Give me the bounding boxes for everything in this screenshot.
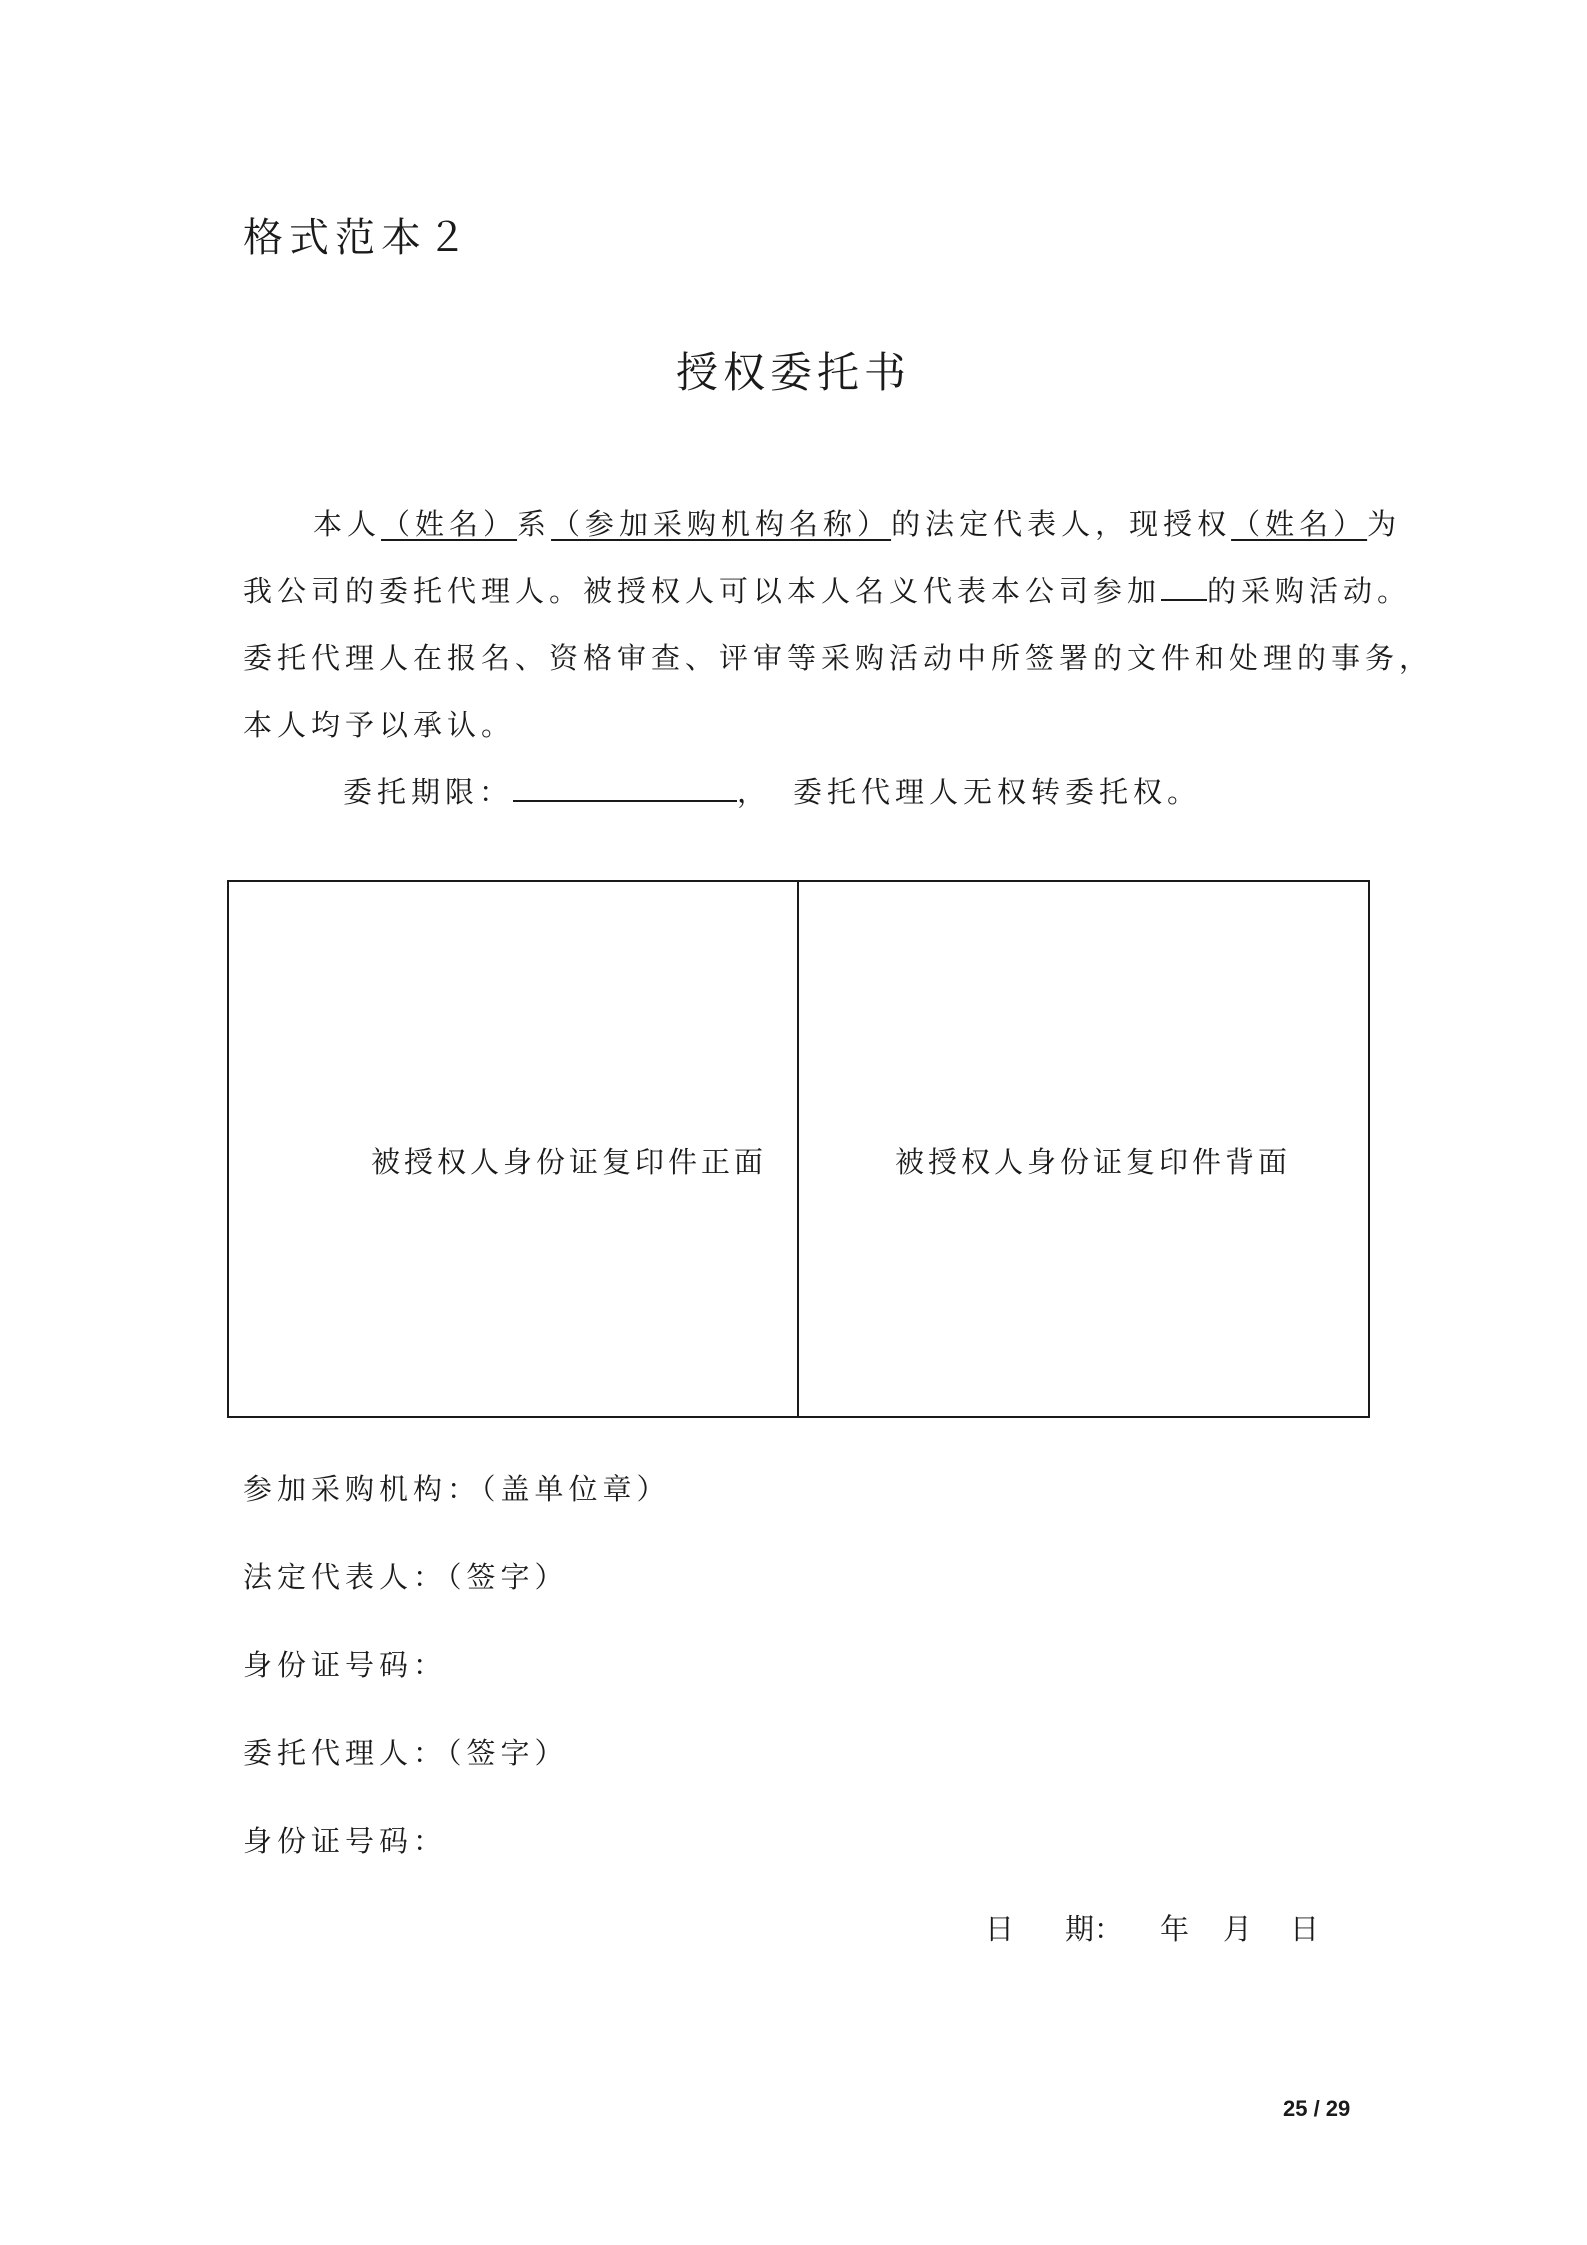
date-label-suffix: 期： bbox=[1065, 1912, 1124, 1946]
agent-name-placeholder: （姓名） bbox=[1231, 507, 1368, 541]
text-segment: 本人 bbox=[313, 507, 382, 541]
text-segment: 的法定代表人，现授权 bbox=[891, 507, 1232, 541]
project-blank bbox=[1161, 571, 1207, 601]
id-front-cell bbox=[229, 882, 799, 1416]
agent-id-line: 身份证号码： bbox=[243, 1824, 448, 1858]
legal-rep-signature-line: 法定代表人：（签字） bbox=[243, 1560, 569, 1594]
term-blank bbox=[513, 772, 737, 802]
org-name-placeholder: （参加采购机构名称） bbox=[551, 507, 892, 541]
id-back-cell bbox=[799, 882, 1368, 1416]
date-day: 日 bbox=[1290, 1912, 1320, 1946]
term-label: 委托期限： bbox=[343, 775, 514, 809]
text-segment: 的采购活动。 bbox=[1207, 574, 1412, 608]
paragraph-line-2 bbox=[243, 569, 1411, 610]
text-segment: 我公司的委托代理人。被授权人可以本人名义代表本公司参加 bbox=[243, 574, 1162, 608]
document-title: 授权委托书 bbox=[675, 348, 911, 397]
paragraph-line-4: 本人均予以承认。 bbox=[243, 708, 516, 742]
term-note: 委托代理人无权转委托权。 bbox=[793, 775, 1202, 809]
org-seal-line: 参加采购机构：（盖单位章） bbox=[243, 1472, 671, 1506]
id-copy-table bbox=[227, 880, 1370, 1418]
text-segment: 为 bbox=[1367, 507, 1402, 541]
date-year: 年 bbox=[1160, 1912, 1190, 1946]
id-front-label: 被授权人身份证复印件正面 bbox=[371, 1145, 768, 1179]
agent-signature-line: 委托代理人：（签字） bbox=[243, 1736, 569, 1770]
date-label-char: 日 bbox=[985, 1912, 1015, 1946]
page-number: 25 / 29 bbox=[1283, 2096, 1351, 2121]
date-month: 月 bbox=[1223, 1912, 1253, 1946]
format-label: 格式范本２ bbox=[243, 215, 473, 261]
text-segment: ， bbox=[737, 775, 772, 809]
id-back-label: 被授权人身份证复印件背面 bbox=[895, 1145, 1292, 1179]
term-line bbox=[343, 770, 1201, 811]
name-placeholder: （姓名） bbox=[381, 507, 518, 541]
paragraph-line-3: 委托代理人在报名、资格审查、评审等采购活动中所签署的文件和处理的事务， bbox=[243, 641, 1434, 675]
paragraph-line-1 bbox=[313, 502, 1401, 543]
legal-rep-id-line: 身份证号码： bbox=[243, 1648, 448, 1682]
text-segment: 系 bbox=[517, 507, 552, 541]
